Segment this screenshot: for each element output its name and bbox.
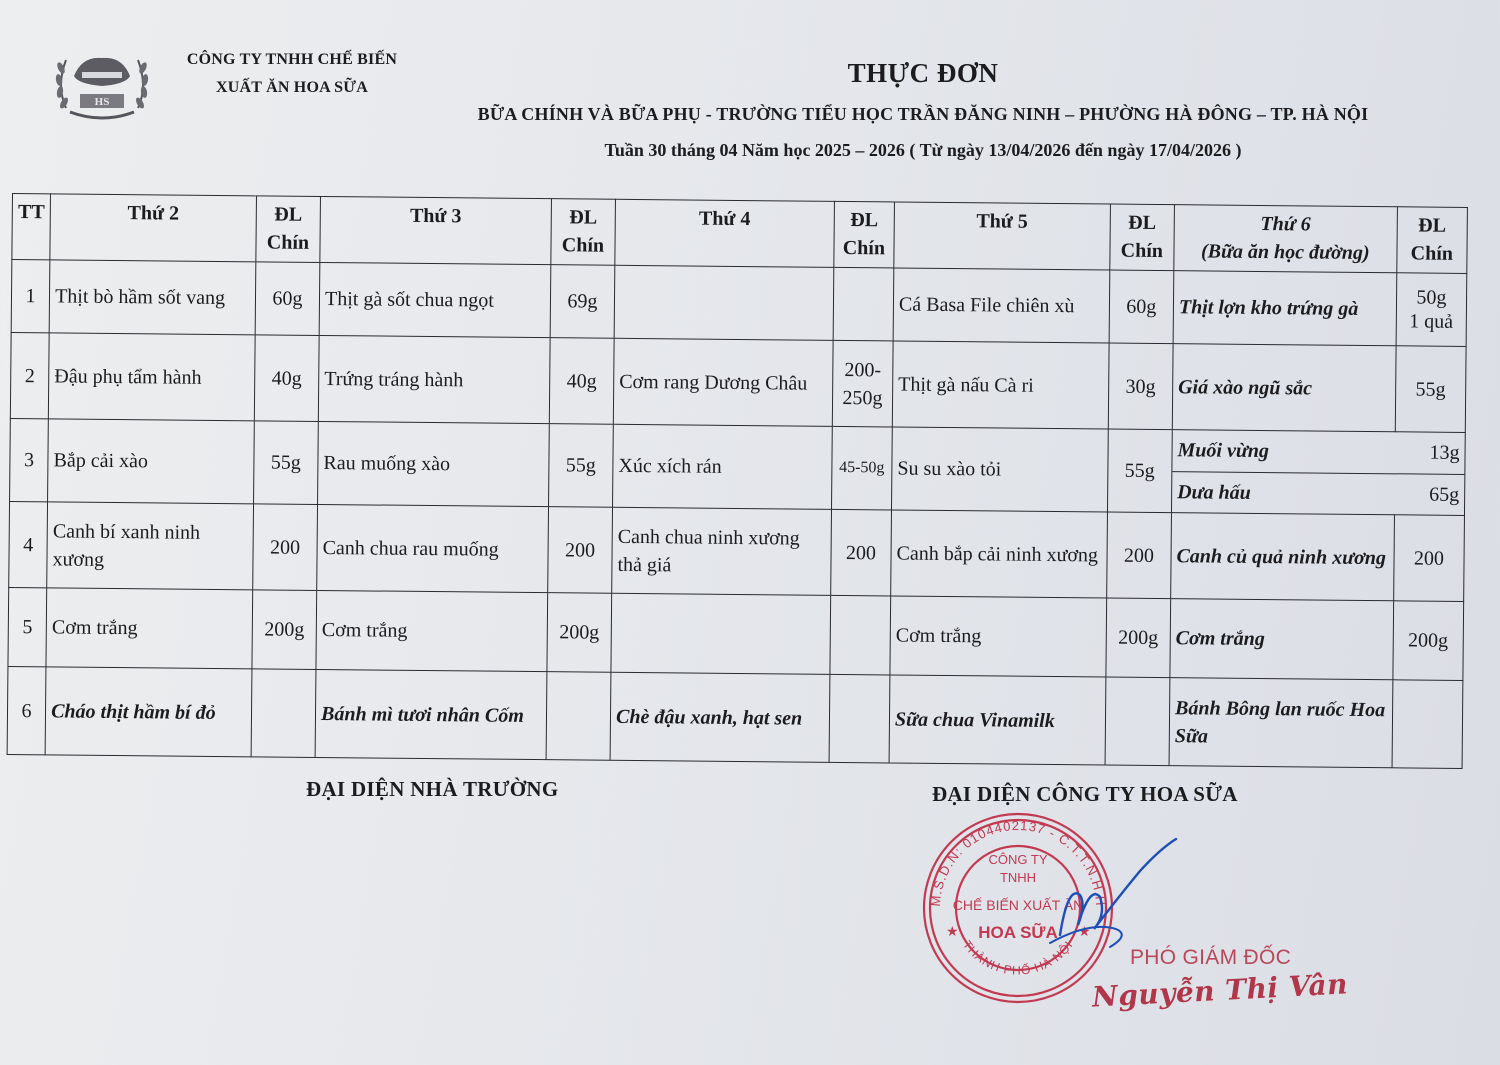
row-number: 2: [10, 333, 49, 419]
header-dl-line2: Chín: [1120, 239, 1164, 263]
mon-qty: 40g: [254, 335, 319, 421]
header-mon: Thứ 2: [50, 194, 256, 262]
header-dl-line2: Chín: [1410, 242, 1454, 265]
fri-qty: [1396, 273, 1467, 347]
row-number: 6: [7, 667, 46, 755]
company-name-line1: CÔNG TY TNHH CHẾ BIẾN: [186, 51, 398, 68]
header-dl-line2: Chín: [842, 236, 886, 260]
wed-dish: [614, 265, 833, 340]
wed-qty: [833, 268, 894, 342]
menu-table: [7, 193, 1468, 769]
svg-text:HS: HS: [94, 96, 110, 108]
header-fri: [1174, 205, 1397, 273]
wed-qty: 45-50g: [831, 426, 892, 510]
tue-dish: Trứng tráng hành: [318, 336, 550, 424]
tue-qty: 200: [548, 507, 613, 593]
mon-qty: 60g: [255, 262, 320, 336]
wed-qty-line2: 250g: [842, 386, 883, 410]
wed-dish: Cơm rang Dương Châu: [613, 339, 833, 427]
wed-dish: Canh chua ninh xương thả giá: [612, 508, 832, 596]
mon-dish: Canh bí xanh ninh xương: [47, 502, 254, 589]
fri-sub-row: [1172, 471, 1464, 516]
header-dl-line1: ĐL: [274, 203, 303, 226]
fri-dish-2: Dưa hấu: [1177, 481, 1251, 505]
thu-dish: Canh bắp cải ninh xương: [891, 510, 1108, 598]
table-row: [9, 502, 1465, 601]
stamp-bottom-text: THÀNH PHỐ HÀ NỘI: [960, 937, 1076, 978]
header-fri-label: Thứ 6: [1260, 212, 1311, 236]
company-name-line2: XUẤT ĂN HOA SỮA: [216, 79, 368, 96]
header-dl-line1: ĐL: [1128, 211, 1157, 234]
tue-dish: Cơm trắng: [316, 590, 548, 672]
thu-qty: 30g: [1108, 344, 1173, 430]
thu-qty: 200g: [1106, 598, 1171, 678]
thu-qty: [1105, 677, 1170, 765]
fri-dish: Cơm trắng: [1170, 599, 1394, 681]
thu-qty: 60g: [1109, 270, 1174, 344]
header-dl: [1110, 204, 1175, 271]
table-row: [10, 333, 1466, 432]
signer-name: Nguyễn Thị Vân: [1091, 967, 1349, 1014]
mon-dish: Đậu phụ tẩm hành: [48, 333, 255, 420]
stamp-line1: CÔNG TY: [988, 852, 1048, 867]
fri-split-cell: [1171, 430, 1465, 516]
week-date-range: Tuần 30 tháng 04 Năm học 2025 – 2026 ( Từ ngày 13/04/2026 đến ngày 17/04/2026 ): [604, 140, 1242, 160]
stamp-line4: HOA SỮA: [978, 923, 1058, 942]
table-row: [8, 587, 1464, 680]
tue-qty: 200g: [547, 593, 612, 673]
thu-dish: Thịt gà nấu Cà ri: [892, 341, 1109, 429]
thu-dish: Cá Basa File chiên xù: [893, 268, 1109, 343]
page-subtitle: BỮA CHÍNH VÀ BỮA PHỤ - TRƯỜNG TIỂU HỌC TRẦN ĐĂNG NINH – PHƯỜNG HÀ ĐÔNG – TP. HÀ NỘI: [477, 104, 1369, 124]
mon-qty: 200: [253, 504, 318, 590]
fri-qty: 13g: [1429, 441, 1460, 465]
signature-icon: [1020, 825, 1190, 955]
header-tt: TT: [12, 194, 51, 261]
mon-dish: Thịt bò hầm sốt vang: [49, 260, 255, 335]
stamp-line3: CHẾ BIẾN XUẤT ĂN: [952, 897, 1084, 913]
table-row: [11, 260, 1467, 347]
stamp-line2: TNHH: [999, 870, 1037, 885]
tue-dish: Bánh mì tươi nhân Cốm: [315, 670, 547, 760]
fri-qty-line2: 1 quả: [1409, 310, 1454, 334]
wed-qty: 200: [830, 510, 891, 596]
table-row: [7, 667, 1463, 769]
fri-dish: Canh củ quả ninh xương: [1171, 513, 1395, 601]
tue-qty: 55g: [548, 424, 613, 508]
wed-dish: [611, 593, 831, 675]
stamp-outer-text: M.S.D.N: 0104402137 - C.T.T.N.H.H: [927, 817, 1109, 908]
tue-dish: Canh chua rau muống: [317, 505, 549, 593]
school-representative-label: ĐẠI DIỆN NHÀ TRƯỜNG: [306, 777, 559, 801]
mon-qty: [251, 669, 316, 757]
fri-qty-2: 65g: [1429, 483, 1460, 507]
fri-qty-line1: 50g: [1416, 286, 1447, 310]
mon-dish: Cháo thịt hầm bí đỏ: [45, 667, 252, 757]
fri-sub-row: [1172, 430, 1464, 474]
tue-dish: Rau muống xào: [318, 421, 550, 507]
svg-text:★: ★: [1078, 925, 1091, 940]
header-thu: Thứ 5: [894, 202, 1110, 270]
header-tue: Thứ 3: [320, 196, 551, 264]
header-dl-line2: Chín: [266, 231, 310, 254]
thu-qty: 55g: [1107, 429, 1172, 513]
header-wed: Thứ 4: [615, 199, 834, 267]
fri-dish: Thịt lợn kho trứng gà: [1173, 271, 1396, 346]
fri-qty: 200: [1393, 515, 1464, 601]
tue-qty: 40g: [549, 338, 614, 424]
tue-dish: Thịt gà sốt chua ngọt: [319, 263, 550, 339]
mon-qty: 55g: [253, 421, 318, 505]
header-fri-note: (Bữa ăn học đường): [1200, 240, 1370, 265]
thu-dish: Su su xào tỏi: [891, 427, 1108, 513]
table-row: [10, 418, 1466, 515]
row-number: 3: [10, 418, 49, 502]
row-number: 5: [8, 587, 47, 667]
svg-text:★: ★: [946, 925, 959, 940]
row-number: 4: [9, 502, 48, 588]
mon-dish: Cơm trắng: [46, 588, 252, 669]
company-representative-label: ĐẠI DIỆN CÔNG TY HOA SỮA: [932, 782, 1238, 806]
wed-qty: [832, 341, 893, 427]
thu-dish: Sữa chua Vinamilk: [889, 675, 1106, 765]
row-number: 1: [11, 260, 50, 334]
header-dl: [834, 201, 895, 268]
page-title: THỰC ĐƠN: [847, 58, 999, 88]
thu-qty: 200: [1106, 512, 1171, 598]
tue-qty: 69g: [550, 265, 615, 339]
tue-qty: [546, 672, 611, 760]
wed-qty: [830, 595, 891, 675]
wed-dish: Xúc xích rán: [613, 424, 833, 510]
mon-dish: Bắp cải xào: [48, 419, 254, 504]
fri-qty: 55g: [1395, 346, 1466, 432]
wed-dish: Chè đậu xanh, hạt sen: [610, 673, 830, 763]
fri-dish: Muối vừng: [1177, 439, 1270, 463]
fri-qty: 200g: [1393, 601, 1464, 681]
wed-qty: [829, 675, 890, 763]
header-dl-line2: Chín: [561, 234, 605, 257]
header-dl-line1: ĐL: [1418, 214, 1447, 237]
header-dl-line1: ĐL: [850, 209, 879, 232]
fri-dish: Bánh Bông lan ruốc Hoa Sữa: [1169, 678, 1393, 768]
thu-dish: Cơm trắng: [890, 596, 1106, 677]
wed-qty-line1: 200-: [844, 358, 882, 382]
header-dl-line1: ĐL: [569, 206, 598, 229]
fri-qty: [1392, 680, 1463, 768]
signer-position: PHÓ GIÁM ĐỐC: [1130, 946, 1292, 969]
header-dl: [1396, 207, 1467, 274]
header-dl: [256, 196, 321, 263]
mon-qty: 200g: [252, 590, 317, 670]
fri-dish: Giá xào ngũ sắc: [1172, 344, 1396, 432]
header-dl: [551, 199, 616, 266]
